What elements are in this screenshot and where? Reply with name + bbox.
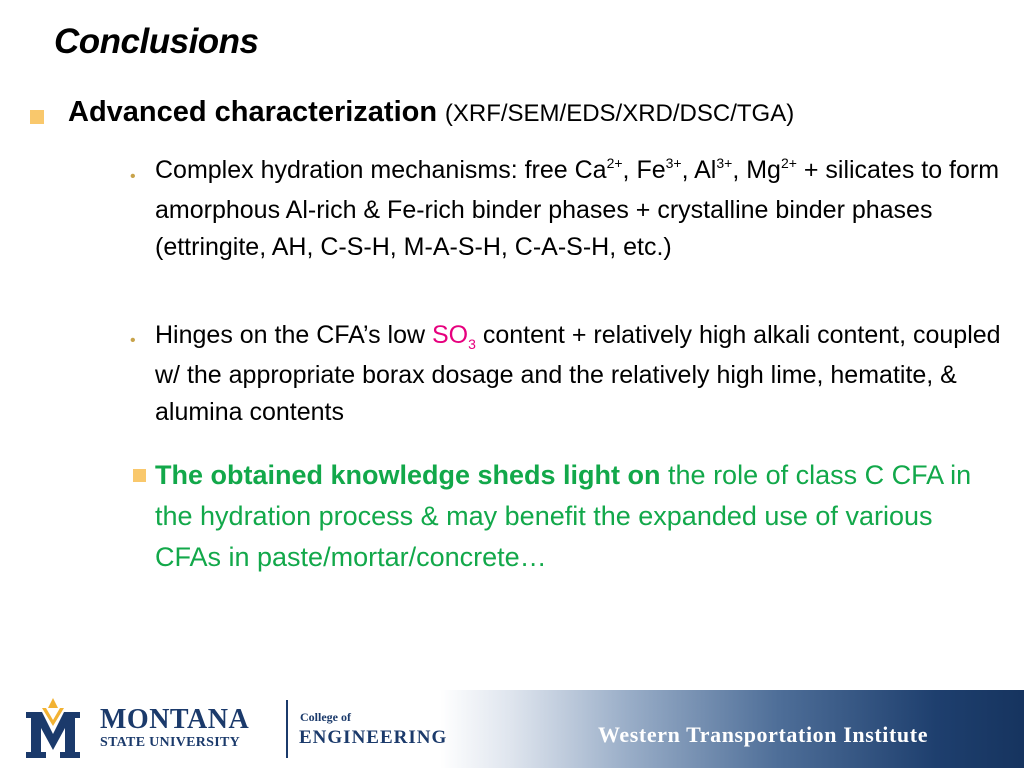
sub-bullet-text: , Fe xyxy=(622,156,666,184)
main-bullet-heading: Advanced characterization xyxy=(68,96,438,128)
main-bullet xyxy=(68,96,794,129)
sub-bullet-hydration xyxy=(155,152,1005,266)
msu-m-logo-icon xyxy=(22,696,84,762)
sub-bullet-dot: • xyxy=(130,168,136,185)
sub-bullet-text: + silicates to form amorphous Al-rich & Fe-rich binder phases + crystalline binder phases (ettringite, AH, C-S-H, M-A-S-H, C-A-S-H, etc.) xyxy=(155,156,1000,261)
so3-subscript: 3 xyxy=(468,336,476,352)
slide-title: Conclusions xyxy=(54,22,259,61)
university-subtitle: STATE UNIVERSITY xyxy=(100,735,241,750)
charge-superscript: 3+ xyxy=(716,155,733,171)
engineering-label: ENGINEERING xyxy=(299,727,448,748)
conclusion-statement xyxy=(155,455,1000,578)
so3-formula xyxy=(432,321,476,352)
conclusion-rest: the role of class C CFA in the hydration process & may benefit the expanded use of various CFAs in paste/mortar/concrete… xyxy=(155,460,972,572)
main-bullet-marker xyxy=(30,110,44,124)
college-of-label: College of xyxy=(300,710,351,724)
sub-bullet-text: , Al xyxy=(681,156,717,184)
footer-divider xyxy=(286,700,288,758)
sub-bullet-cfa xyxy=(155,317,1005,431)
so3-symbol: SO xyxy=(432,321,469,349)
sub-bullet-text: Complex hydration mechanisms: free Ca xyxy=(155,156,607,184)
charge-superscript: 3+ xyxy=(665,155,682,171)
university-name: MONTANA xyxy=(100,704,250,735)
conclusion-lead: The obtained knowledge sheds light on xyxy=(155,460,661,490)
sub-bullet-text: content + relatively high alkali content, coupled w/ the appropriate borax dosage and the relatively high lime, hematite, & alumina contents xyxy=(155,321,1001,426)
institute-name: Western Transportation Institute xyxy=(598,722,929,747)
footer-banner xyxy=(0,690,1024,768)
charge-superscript: 2+ xyxy=(780,155,797,171)
main-bullet-methods: (XRF/SEM/EDS/XRD/DSC/TGA) xyxy=(444,100,795,127)
sub-bullet-dot: • xyxy=(130,332,136,349)
sub-bullet-text: , Mg xyxy=(732,156,781,184)
charge-superscript: 2+ xyxy=(606,155,623,171)
sub-bullet-text: Hinges on the CFA’s low xyxy=(155,321,432,349)
green-bullet-marker xyxy=(133,469,146,482)
